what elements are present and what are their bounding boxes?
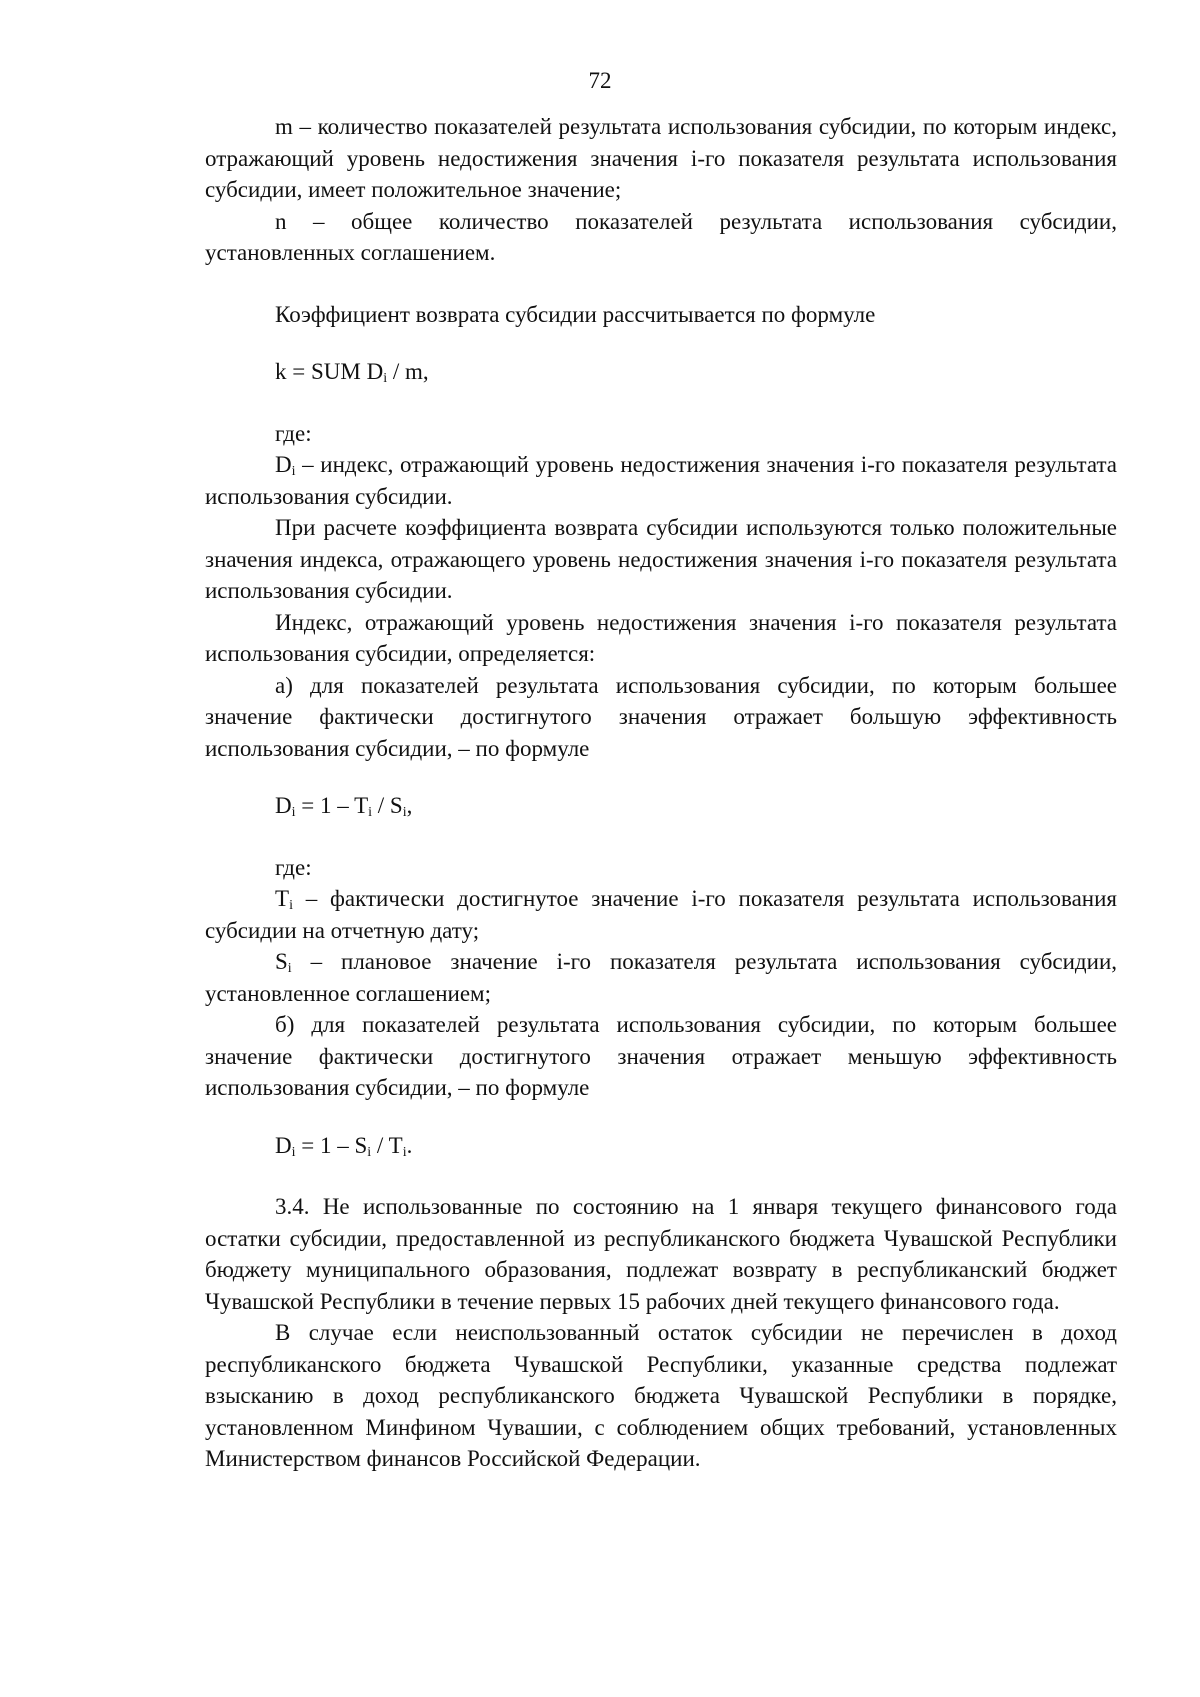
- where-label-1: где:: [275, 420, 312, 446]
- where-label-2: где:: [275, 854, 312, 880]
- case-a: а) для показателей результата использования субсидии, по которым большее значение фактически достигнутого значения отражает большую эффективность использования субсидии, – по формуле: [205, 672, 1117, 761]
- m-definition: m – количество показателей результата использования субсидии, по которым индекс, отражающий уровень недостижения значения i-го показателя результата использования субсидии, имеет положительное значение;: [205, 114, 1117, 202]
- formula-di-b: $D_i = 1 - S_i / T_i$.: [275, 1132, 413, 1160]
- document-body: [205, 111, 1117, 1475]
- index-definition: Индекс, отражающий уровень недостижения значения i-го показателя результата использования субсидии, определяется:: [205, 609, 1117, 666]
- page-number: 72: [588, 68, 612, 93]
- ti-definition: $T_i$ – фактически достигнутое значение i-го показателя результата использования субсидии на отчетную дату;: [205, 886, 1117, 943]
- formula-di-a: $D_i = 1 - T_i / S_i$,: [275, 793, 413, 820]
- di-definition: $D_i$ – индекс, отражающий уровень недостижения значения i-го показателя результата использования субсидии.: [205, 452, 1117, 509]
- recovery-paragraph: В случае если неиспользованный остаток субсидии не перечислен в доход республиканского бюджета Чувашской Республики, указанные средства подлежат взысканию в доход республиканского бюджета Чувашской Республики в порядке, установленном Минфином Чувашии, с соблюдением общих требований, установленных Министерством финансов Российской Федерации.: [205, 1320, 1117, 1471]
- formula-k: k = SUM $D_i$ / m,: [275, 359, 429, 386]
- coefficient-intro: Коэффициент возврата субсидии рассчитывается по формуле: [275, 301, 876, 327]
- section-3-4: 3.4. Не использованные по состоянию на 1 января текущего финансового года остатки субсидии, предоставленной из республиканского бюджета Чувашской Республики бюджету муниципального образования, подлежат возврату в республиканский бюджет Чувашской Республики в течение первых 15 рабочих дней текущего финансового года.: [205, 1194, 1117, 1314]
- n-definition: n – общее количество показателей результата использования субсидии, установленных соглашением.: [205, 208, 1117, 265]
- case-b: б) для показателей результата использования субсидии, по которым большее значение фактически достигнутого значения отражает меньшую эффективность использования субсидии, – по формуле: [205, 1012, 1117, 1100]
- positive-values-note: При расчете коэффициента возврата субсидии используются только положительные значения индекса, отражающего уровень недостижения значения i-го показателя результата использования субсидии.: [205, 515, 1117, 603]
- si-definition: $S_i$ – плановое значение i-го показателя результата использования субсидии, установленное соглашением;: [205, 949, 1117, 1006]
